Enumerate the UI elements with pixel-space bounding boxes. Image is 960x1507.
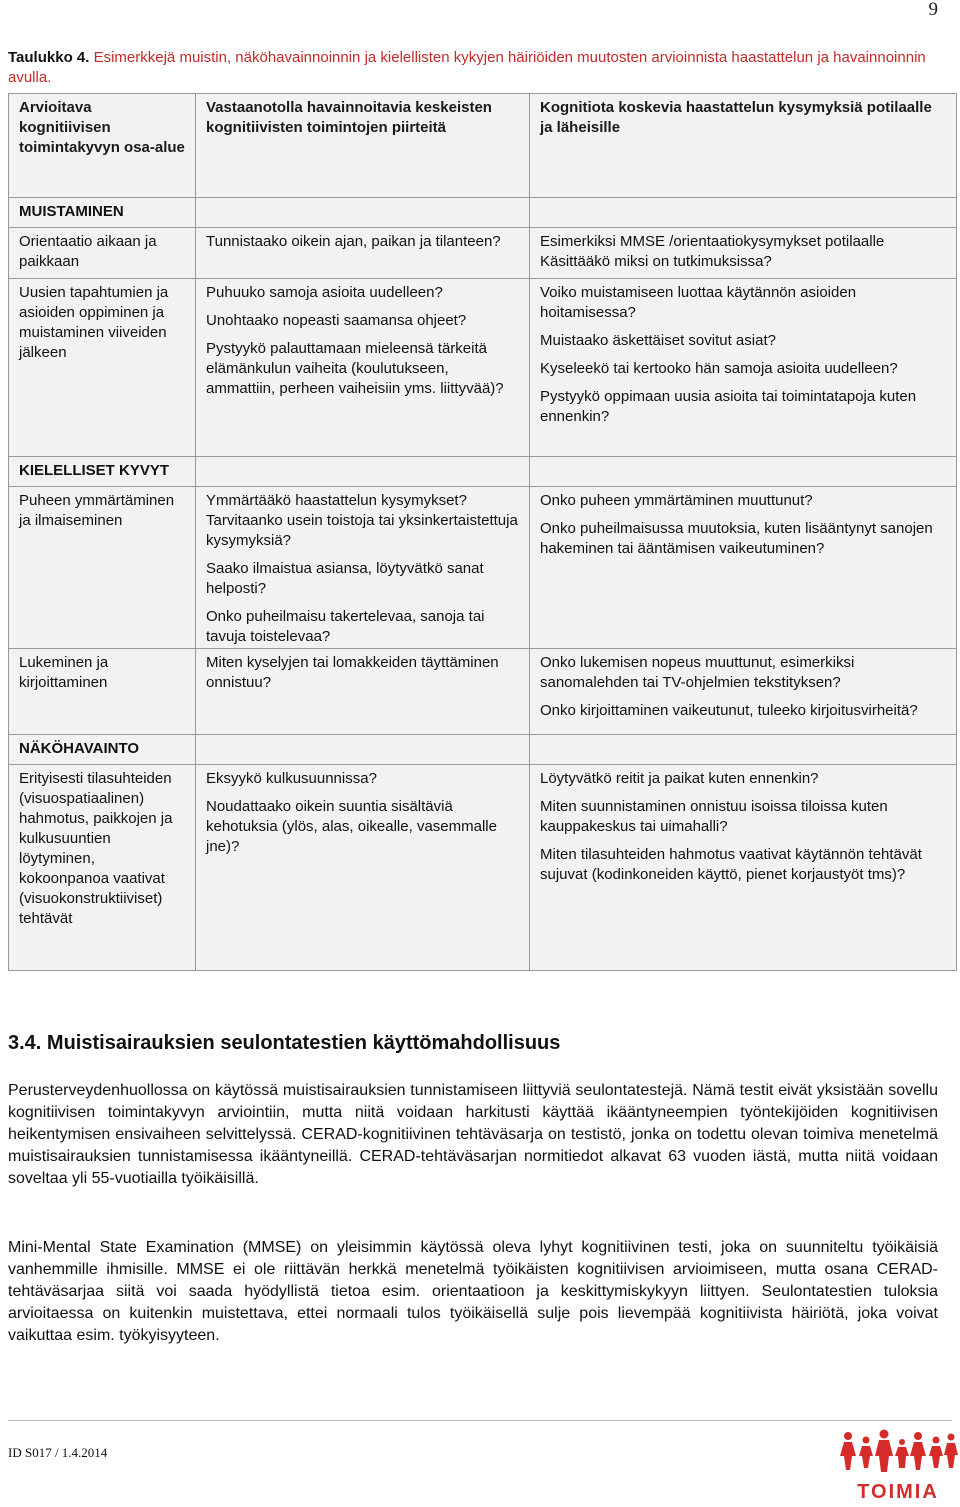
logo-text: TOIMIA [857,1481,939,1503]
section-title: NÄKÖHAVAINTO [9,735,196,765]
observation-cell: Eksyykö kulkusuunnissa? Noudattaako oikein suuntia sisältäviä kehotuksia (ylös, alas, oikealle, vasemmalle jne)? [196,765,530,971]
question-cell: Esimerkiksi MMSE /orientaatiokysymykset potilaalle Käsittääkö miksi on tutkimuksissa? [530,228,957,279]
header-cell: Arvioitava kognitiivisen toimintakyvyn osa-alue [9,94,196,198]
table-row [9,228,957,279]
area-cell: Erityisesti tilasuhteiden (visuospatiaalinen) hahmotus, paikkojen ja kulkusuuntien löytyminen, kokoonpanoa vaativat (visuokonstruktiiviset) tehtävät [9,765,196,971]
question-cell: Löytyvätkö reitit ja paikat kuten ennenkin? Miten suunnistaminen onnistuu isoissa tiloissa kuten kauppakeskus tai uimahalli? Miten tilasuhteiden hahmotus vaativat käytännön tehtävät sujuvat (kodinkoneiden käyttö, pienet korjaustyöt tms)? [530,765,957,971]
area-cell: Orientaatio aikaan ja paikkaan [9,228,196,279]
section-row [9,457,957,487]
caption-text: Esimerkkejä muistin, näköhavainnoinnin ja kielellisten kykyjen häiriöiden muutosten arvioinnista haastattelun ja havainnoinnin avulla. [8,49,926,86]
section-row [9,198,957,228]
table-header-row [9,94,957,198]
question-cell: Voiko muistamiseen luottaa käytännön asioiden hoitamisessa? Muistaako äskettäiset sovitut asiat? Kyseleekö tai kertooko hän samoja asioita uudelleen? Pystyykö oppimaan uusia asioita tai toimintatapoja kuten ennenkin? [530,279,957,457]
page-number: 9 [928,0,938,20]
observation-cell: Ymmärtääkö haastattelun kysymykset? Tarvitaanko usein toistoja tai yksinkertaistettuja kysymyksiä? Saako ilmaistua asiansa, löytyvätkö sanat helposti? Onko puheilmaisu takertelevaa, sanoja tai tavuja toistelevaa? [196,487,530,649]
table-row [9,765,957,971]
table-row [9,649,957,735]
toimia-logo [838,1428,958,1504]
section-row [9,735,957,765]
document-id: ID S017 / 1.4.2014 [8,1445,108,1460]
observation-cell: Puhuuko samoja asioita uudelleen? Unohtaako nopeasti saamansa ohjeet? Pystyykö palauttamaan mieleensä tärkeitä elämänkulun vaiheita (koulutukseen, ammattiin, perheen vaiheisiin yms. liittyvää)? [196,279,530,457]
observation-cell: Miten kyselyjen tai lomakkeiden täyttäminen onnistuu? [196,649,530,735]
caption-label: Taulukko 4. [8,49,90,66]
area-cell: Uusien tapahtumien ja asioiden oppiminen ja muistaminen viiveiden jälkeen [9,279,196,457]
section-heading: 3.4. Muistisairauksien seulontatestien käyttömahdollisuus [8,1032,561,1054]
question-cell: Onko puheen ymmärtäminen muuttunut? Onko puheilmaisussa muutoksia, kuten lisääntynyt sanojen hakeminen tai ääntämisen vaikeutuminen? [530,487,957,649]
question-cell: Onko lukemisen nopeus muuttunut, esimerkiksi sanomalehden tai TV-ohjelmien tekstityksen? Onko kirjoittaminen vaikeutunut, tuleeko kirjoitusvirheitä? [530,649,957,735]
footer-divider [8,1420,952,1421]
table-row [9,487,957,649]
cognition-table [8,93,957,971]
table-caption [8,48,953,88]
observation-cell: Tunnistaako oikein ajan, paikan ja tilanteen? [196,228,530,279]
section-title: MUISTAMINEN [9,198,196,228]
people-logo-icon [838,1428,958,1476]
area-cell: Puheen ymmärtäminen ja ilmaiseminen [9,487,196,649]
body-paragraph: Mini-Mental State Examination (MMSE) on yleisimmin käytössä oleva lyhyt kognitiivinen testi, joka on suunniteltu työikäisiä vanhemmille ihmisille. MMSE ei ole riittävän herkkä menetelmä työikäisten kognitiivisen arvioimiseen, mutta osana CERAD-tehtäväsarjaa siitä voi saada hyödyllistä tietoa esim. orientaatioon ja keskittymiskykyyn liittyen. Seulontatestien tuloksia arvioitaessa on kuitenkin muistettava, ettei normaali tulos työikäisellä sulje pois lievempää kognitiivista häiriötä, joka voivat vaikuttaa esim. työkyisyyteen. [8,1239,938,1344]
header-cell: Kognitiota koskevia haastattelun kysymyksiä potilaalle ja läheisille [530,94,957,198]
table-row [9,279,957,457]
body-paragraph: Perusterveydenhuollossa on käytössä muistisairauksien tunnistamiseen liittyviä seulontatestejä. Nämä testit eivät yksistään sovellu kognitiivisen toimintakyvyn arviointiin, mutta niitä voidaan harkitusti käyttää ikääntyneempien työntekijöiden kognitiivisen heikentymisen ensivaiheen selvittelyssä. CERAD-kognitiivinen tehtäväsarja on testistö, jonka on todettu olevan toimiva menetelmä muistisairauksien tunnistamisessa ikääntyneillä. CERAD-tehtäväsarjan normitiedot alkavat 63 vuoden iästä, mutta niitä voidaan soveltaa yli 55-vuotiailla työikäisillä. [8,1082,938,1187]
area-cell: Lukeminen ja kirjoittaminen [9,649,196,735]
header-cell: Vastaanotolla havainnoitavia keskeisten kognitiivisten toimintojen piirteitä [196,94,530,198]
section-title: KIELELLISET KYVYT [9,457,196,487]
